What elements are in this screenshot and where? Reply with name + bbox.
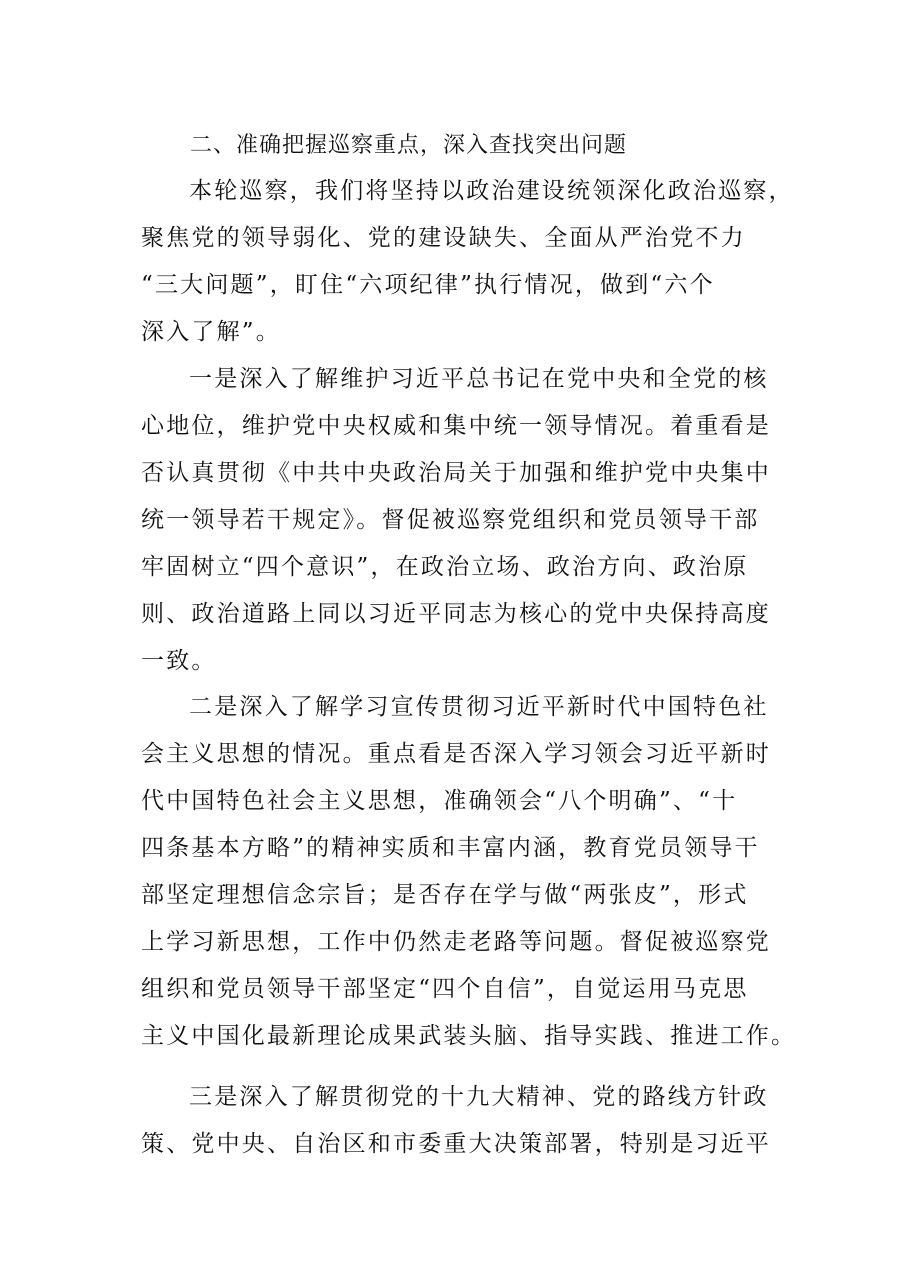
paragraph-point-two (141, 684, 797, 1060)
paragraph-line: 部坚定理想信念宗旨；是否存在学与做“两张皮”，形式 (141, 882, 749, 908)
paragraph-line: 一致。 (141, 648, 217, 674)
paragraph-point-one (141, 356, 776, 685)
paragraph-line: 主义中国化最新理论成果武装头脑、指导实践、推进工作。 (141, 1023, 797, 1049)
paragraph-line: 本轮巡察，我们将坚持以政治建设统领深化政治巡察， (189, 178, 794, 204)
paragraph-line: 组织和党员领导干部坚定“四个自信”，自觉运用马克思 (141, 976, 749, 1002)
paragraph-line: 则、政治道路上同以习近平同志为核心的党中央保持高度 (141, 601, 771, 627)
paragraph-line: 上学习新思想，工作中仍然走老路等问题。督促被巡察党 (141, 929, 771, 955)
paragraph-line: 代中国特色社会主义思想，准确领会“八个明确”、“十 (141, 788, 738, 814)
paragraph-line: 心地位，维护党中央权威和集中统一领导情况。着重看是 (141, 413, 771, 439)
paragraph-point-three (141, 1074, 776, 1168)
paragraph-line: 三是深入了解贯彻党的十九大精神、党的路线方针政 (189, 1084, 769, 1110)
paragraph-line: 聚焦党的领导弱化、党的建设缺失、全面从严治党不力 (141, 225, 746, 251)
paragraph-line: 深入了解”。 (141, 319, 281, 345)
paragraph-line: 会主义思想的情况。重点看是否深入学习领会习近平新时 (141, 741, 771, 767)
paragraph-line: 牢固树立“四个意识”，在政治立场、政治方向、政治原 (141, 554, 749, 580)
paragraph-intro (141, 168, 794, 356)
paragraph-line: 否认真贯彻《中共中央政治局关于加强和维护党中央集中 (141, 460, 771, 486)
paragraph-line: 策、党中央、自治区和市委重大决策部署，特别是习近平 (141, 1131, 771, 1157)
paragraph-line: “三大问题”，盯住“六项纪律”执行情况，做到“六个 (141, 272, 715, 298)
paragraph-line: 四条基本方略”的精神实质和丰富内涵，教育党员领导干 (141, 835, 760, 861)
paragraph-line: 统一领导若干规定》。督促被巡察党组织和党员领导干部 (141, 507, 760, 533)
paragraph-line: 二是深入了解学习宣传贯彻习近平新时代中国特色社 (189, 694, 769, 720)
section-heading: 二、准确把握巡察重点，深入查找突出问题 (190, 133, 628, 158)
paragraph-line: 一是深入了解维护习近平总书记在党中央和全党的核 (189, 366, 769, 392)
